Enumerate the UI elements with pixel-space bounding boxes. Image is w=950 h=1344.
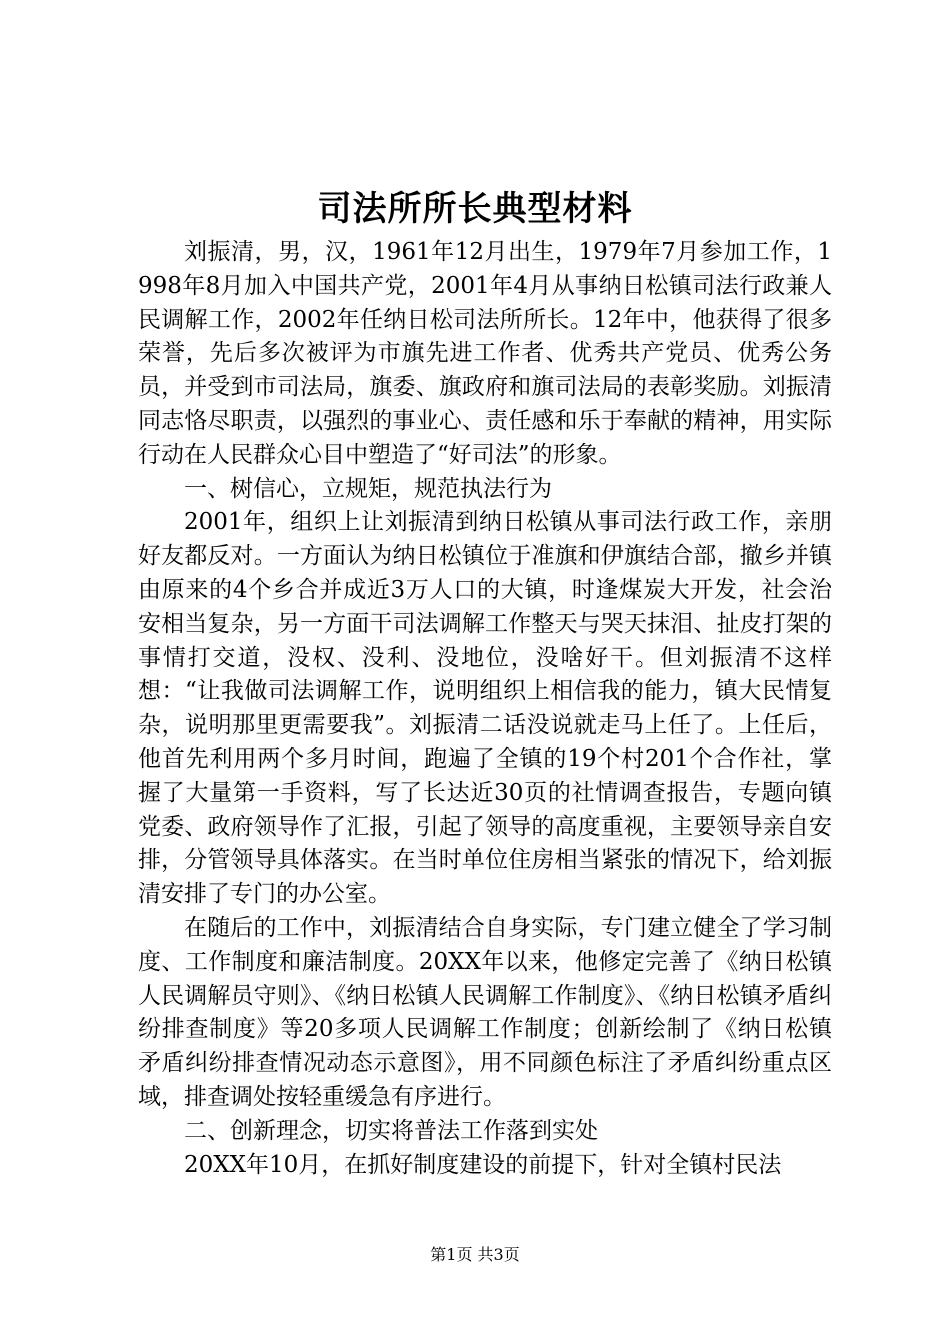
section-heading-1: 一、树信心，立规矩，规范执法行为 (184, 475, 552, 502)
paragraph-section-1-b: 在随后的工作中，刘振清结合自身实际，专门建立健全了学习制度、工作制度和廉洁制度。20XX年以来，他修定完善了《纳日松镇人民调解员守则》、《纳日松镇人民调解工作制度》、《纳日松镇矛盾纠纷排查制度》等20多项人民调解工作制度；创新绘制了《纳日松镇矛盾纠纷排查情况动态示意图》，用不同颜色标注了矛盾纠纷重点区域，排查调处按轻重缓急有序进行。 (138, 914, 832, 1110)
paragraph-section-2-a: 20XX年10月，在抓好制度建设的前提下，针对全镇村民法 (184, 1151, 782, 1178)
paragraph-intro: 刘振清，男，汉，1961年12月出生，1979年7月参加工作，1998年8月加入中国共产党，2001年4月从事纳日松镇司法行政兼人民调解工作，2002年任纳日松司法所所长。12年中，他获得了很多荣誉，先后多次被评为市旗先进工作者、优秀共产党员、优秀公务员，并受到市司法局，旗委、旗政府和旗司法局的表彰奖励。刘振清同志恪尽职责，以强烈的事业心、责任感和乐于奉献的精神，用实际行动在人民群众心目中塑造了“好司法”的形象。 (138, 239, 832, 468)
page-footer: 第1页 共3页 (430, 1245, 520, 1264)
document-title: 司法所所长典型材料 (317, 189, 633, 229)
section-heading-2: 二、创新理念，切实将普法工作落到实处 (184, 1117, 598, 1144)
document-body (138, 236, 832, 1182)
paragraph-section-1-a: 2001年，组织上让刘振清到纳日松镇从事司法行政工作，亲朋好友都反对。一方面认为纳日松镇位于准旗和伊旗结合部，撤乡并镇由原来的4个乡合并成近3万人口的大镇，时逢煤炭大开发，社会治安相当复杂，另一方面干司法调解工作整天与哭天抹泪、扯皮打架的事情打交道，没权、没利、没地位，没啥好干。但刘振清不这样想：“让我做司法调解工作，说明组织上相信我的能力，镇大民情复杂，说明那里更需要我”。刘振清二话没说就走马上任了。上任后，他首先利用两个多月时间，跑遍了全镇的19个村201个合作社，掌握了大量第一手资料，写了长达近30页的社情调查报告，专题向镇党委、政府领导作了汇报，引起了领导的高度重视，主要领导亲自安排，分管领导具体落实。在当时单位住房相当紧张的情况下，给刘振清安排了专门的办公室。 (138, 509, 832, 908)
